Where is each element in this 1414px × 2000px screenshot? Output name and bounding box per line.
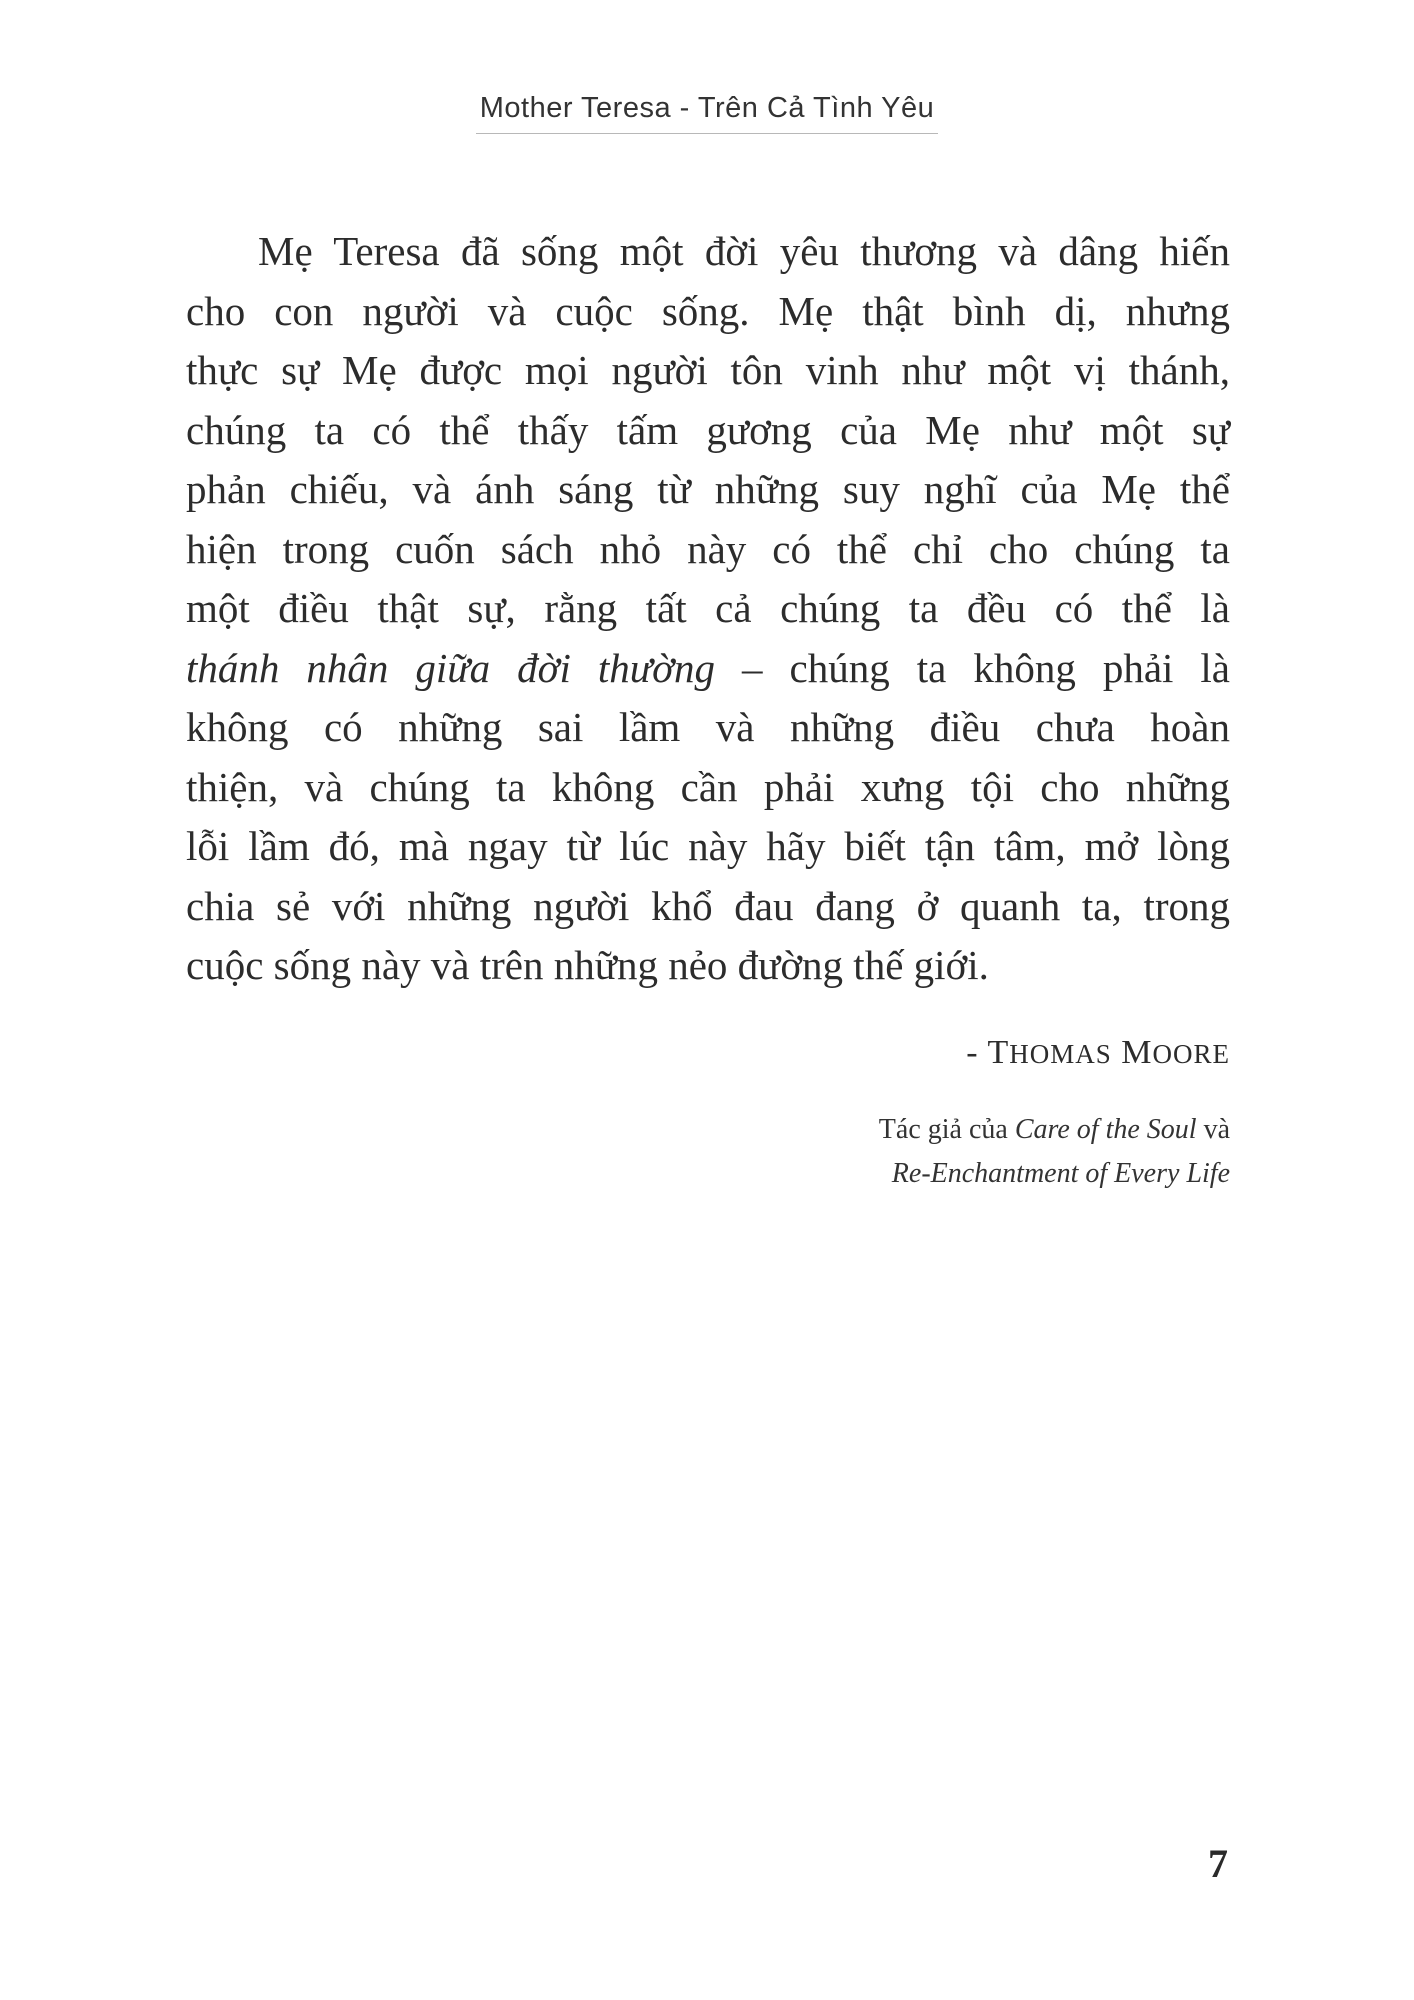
body-line: cuộc sống này và trên những nẻo đường thế giới.: [186, 942, 989, 988]
credit-conjunction: và: [1196, 1114, 1230, 1145]
body-line: hiện trong cuốn sách nhỏ này có thể chỉ cho chúng ta: [186, 525, 1230, 572]
body-line: thiện, và chúng ta không cần phải xưng tội cho những: [186, 763, 1230, 810]
credit-book-1: Care of the Soul: [1014, 1114, 1197, 1145]
italic-phrase: thánh nhân giữa đời thường: [186, 644, 716, 691]
body-line-with-italic: [186, 639, 1230, 699]
body-line: không có những sai lầm và những điều chưa hoàn: [186, 704, 1230, 750]
running-header: [0, 92, 1414, 134]
body-line: cho con người và cuộc sống. Mẹ thật bình dị, nhưng: [186, 287, 1230, 334]
body-paragraph: [186, 222, 1230, 996]
credit-line-2: [879, 1152, 1230, 1196]
credit-prefix: Tác giả của: [878, 1114, 1015, 1145]
body-line: lỗi lầm đó, mà ngay từ lúc này hãy biết tận tâm, mở lòng: [186, 823, 1230, 869]
body-line: Mẹ Teresa đã sống một đời yêu thương và dâng hiến: [258, 228, 1230, 274]
attribution-first-initial: T: [987, 1034, 1010, 1071]
attribution-last-initial: M: [1121, 1034, 1153, 1071]
body-line: thực sự Mẹ được mọi người tôn vinh như một vị thánh,: [186, 347, 1230, 393]
body-line-tail: – chúng ta không phải là: [715, 644, 1230, 691]
body-line: phản chiếu, và ánh sáng từ những suy nghĩ của Mẹ thể: [186, 466, 1230, 512]
credit-line-1: [879, 1108, 1230, 1152]
body-line: chia sẻ với những người khổ đau đang ở quanh ta, trong: [186, 882, 1230, 929]
body-line: chúng ta có thể thấy tấm gương của Mẹ như một sự: [186, 406, 1230, 453]
attribution-last-rest: OORE: [1152, 1039, 1230, 1069]
credit-book-2: Re-Enchantment of Every Life: [891, 1158, 1230, 1189]
quote-attribution: [966, 1034, 1230, 1072]
attribution-dash: -: [966, 1034, 988, 1071]
body-line: một điều thật sự, rằng tất cả chúng ta đều có thể là: [186, 585, 1230, 631]
attribution-first-rest: HOMAS: [1009, 1039, 1112, 1069]
author-credit: [879, 1108, 1230, 1196]
running-header-title: Mother Teresa - Trên Cả Tình Yêu: [476, 92, 938, 134]
page-number: 7: [1208, 1841, 1228, 1886]
